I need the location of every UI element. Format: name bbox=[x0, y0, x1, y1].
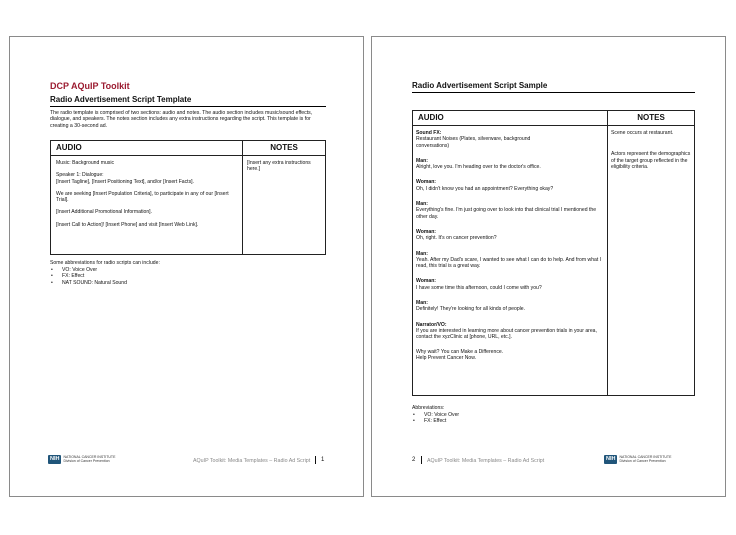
logo-line-1: NATIONAL CANCER INSTITUTE bbox=[619, 454, 672, 459]
script-sample-table bbox=[412, 110, 695, 396]
footer-text: AQuIP Toolkit: Media Templates – Radio Ad Script bbox=[193, 458, 311, 464]
nih-logo-mark: NIH bbox=[50, 456, 60, 462]
dialogue-line: If you are interested in learning more about cancer prevention trials in your area, contact the xyzClinic at [phone, URL, etc.]. bbox=[416, 327, 597, 341]
nih-logo bbox=[604, 455, 671, 464]
page-title: Radio Advertisement Script Template bbox=[50, 95, 192, 104]
logo-line-2: Division of Cancer Prevention bbox=[63, 458, 110, 463]
abbreviation-intro: Some abbreviations for radio scripts can include: bbox=[50, 260, 160, 266]
dialogue-line: I have some time this afternoon, could I come with you? bbox=[416, 284, 542, 291]
sound-fx-text: Restaurant Noises (Plates, silverware, background conversations) bbox=[416, 136, 531, 149]
footer-divider bbox=[421, 456, 422, 464]
list-item: • VO: Voice Over bbox=[50, 267, 127, 273]
page-title: Radio Advertisement Script Sample bbox=[412, 81, 548, 90]
nih-logo-mark: NIH bbox=[606, 456, 616, 462]
speaker-label: Narrator/VO: bbox=[416, 321, 447, 328]
title-rule bbox=[412, 92, 695, 93]
notes-column-header: NOTES bbox=[608, 111, 695, 126]
closing-line-1: Why wait? You can Make a Difference. bbox=[416, 348, 504, 355]
notes-cell: [Insert any extra instructions here.] bbox=[243, 156, 326, 255]
speaker-label: Man: bbox=[416, 300, 428, 307]
speaker-label: Man: bbox=[416, 250, 428, 257]
intro-paragraph: The radio template is comprised of two sections: audio and notes. The audio section includes music/sound effects, dialogue, and speakers. The notes section includes any extra instructions regarding the script. This template is for creating a 30-second ad. bbox=[50, 110, 313, 129]
abbreviation-intro: Abbreviations: bbox=[412, 405, 445, 411]
abbreviation-list bbox=[412, 412, 459, 425]
cta-line: [Insert Call to Action]! [Insert Phone] and visit [Insert Web Link]. bbox=[56, 221, 199, 228]
document-page-1 bbox=[9, 36, 364, 497]
speaker-label: Woman: bbox=[416, 278, 436, 285]
speaker-label: Man: bbox=[416, 201, 428, 208]
page-number: 2 bbox=[412, 457, 416, 463]
sound-fx-label: Sound FX: bbox=[416, 130, 442, 136]
speaker-label: Woman: bbox=[416, 228, 436, 235]
dialogue-line: Oh, I didn't know you had an appointment? Everything okay? bbox=[416, 185, 554, 192]
music-line: Music: Background music bbox=[56, 160, 115, 166]
footer-text: AQuIP Toolkit: Media Templates – Radio Ad Script bbox=[427, 458, 545, 464]
notes-column-header: NOTES bbox=[243, 141, 326, 156]
abbreviation-list bbox=[50, 267, 127, 286]
script-template-table bbox=[50, 140, 326, 255]
promo-line: [Insert Additional Promotional Information]. bbox=[56, 209, 152, 216]
note-actors: Actors represent the demographics of the target group reflected in the eligibility criteria. bbox=[611, 151, 691, 170]
logo-line-1: NATIONAL CANCER INSTITUTE bbox=[63, 454, 116, 459]
audio-cell bbox=[413, 126, 608, 396]
toolkit-brand: DCP AQuIP Toolkit bbox=[50, 81, 130, 91]
list-item: • FX: Effect bbox=[50, 273, 127, 279]
footer-divider bbox=[315, 456, 316, 464]
dialogue-line: Everything's fine. I'm just going over to look into that clinical trial I mentioned the other day. bbox=[416, 207, 597, 220]
dialogue-line: Oh, right. It's on cancer prevention? bbox=[416, 235, 497, 242]
speaker-label: Woman: bbox=[416, 179, 436, 186]
note-scene: Scene occurs at restaurant. bbox=[611, 130, 674, 136]
list-item: • NAT SOUND: Natural Sound bbox=[50, 280, 127, 286]
seeking-line: We are seeking [Insert Population Criteria], to participate in any of our [Insert Trial]. bbox=[56, 190, 229, 204]
nih-logo bbox=[48, 455, 115, 464]
list-item: • FX: Effect bbox=[412, 418, 459, 424]
audio-column-header: AUDIO bbox=[51, 141, 243, 156]
dialogue-line: Yeah. After my Dad's scare, I wanted to see what I can do to help. And from what I read, this trial is a great way. bbox=[416, 256, 602, 270]
closing-line-2: Help Prevent Cancer Now. bbox=[416, 354, 477, 361]
speaker-heading: Speaker 1: Dialogue: bbox=[56, 172, 104, 179]
list-item: • VO: Voice Over bbox=[412, 412, 459, 418]
dialogue-line: Alright, love you. I'm heading over to the doctor's office. bbox=[416, 164, 541, 171]
notes-cell bbox=[608, 126, 695, 396]
speaker-label: Man: bbox=[416, 157, 428, 164]
title-rule bbox=[50, 106, 326, 107]
audio-column-header: AUDIO bbox=[413, 111, 608, 126]
audio-cell bbox=[51, 156, 243, 255]
page-number: 1 bbox=[321, 457, 325, 463]
speaker-line: [Insert Tagline], [Insert Positioning Text], and/or [Insert Facts]. bbox=[56, 178, 194, 185]
logo-line-2: Division of Cancer Prevention bbox=[619, 458, 666, 463]
document-page-2 bbox=[371, 36, 726, 497]
dialogue-line: Definitely! They're looking for all kinds of people. bbox=[416, 306, 526, 313]
